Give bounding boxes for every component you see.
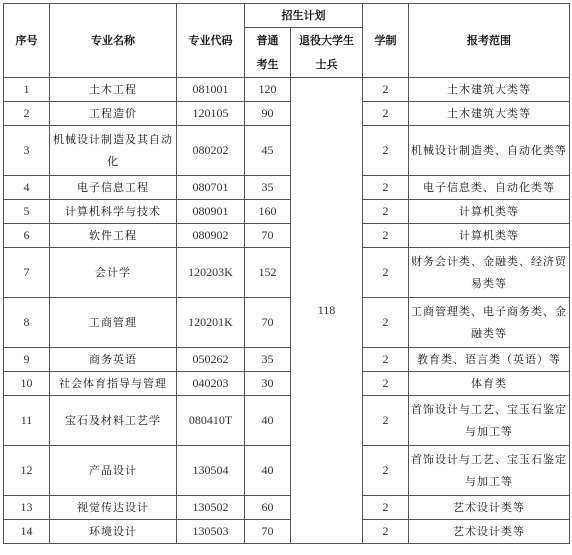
row-major-name: 电子信息工程 — [50, 176, 177, 200]
header-scope: 报考范围 — [409, 4, 570, 78]
row-scope: 首饰设计与工艺、宝玉石鉴定与加工等 — [409, 446, 570, 496]
enrollment-table — [3, 3, 570, 544]
row-major-code: 080202 — [177, 126, 245, 176]
row-major-code: 120105 — [177, 102, 245, 126]
row-duration: 2 — [363, 176, 409, 200]
row-seq: 12 — [4, 446, 50, 496]
row-major-name: 土木工程 — [50, 78, 177, 102]
row-regular-count: 70 — [245, 298, 291, 348]
row-regular-count: 90 — [245, 102, 291, 126]
row-seq: 8 — [4, 298, 50, 348]
row-scope: 艺术设计类等 — [409, 496, 570, 520]
row-duration: 2 — [363, 78, 409, 102]
header-veteran: 退役大学生士兵 — [291, 28, 363, 78]
row-seq: 1 — [4, 78, 50, 102]
row-seq: 6 — [4, 224, 50, 248]
table-row — [4, 298, 570, 348]
row-seq: 7 — [4, 248, 50, 298]
row-major-code: 130504 — [177, 446, 245, 496]
header-regular: 普通考生 — [245, 28, 291, 78]
header-major: 专业名称 — [50, 4, 177, 78]
row-duration: 2 — [363, 372, 409, 396]
row-major-code: 050262 — [177, 348, 245, 372]
row-scope: 计算机类等 — [409, 224, 570, 248]
row-duration: 2 — [363, 496, 409, 520]
table-row — [4, 200, 570, 224]
row-regular-count: 35 — [245, 176, 291, 200]
header-seq: 序号 — [4, 4, 50, 78]
row-scope: 机械设计制造类、自动化类等 — [409, 126, 570, 176]
row-major-name: 产品设计 — [50, 446, 177, 496]
row-duration: 2 — [363, 200, 409, 224]
row-seq: 14 — [4, 520, 50, 544]
row-scope: 计算机类等 — [409, 200, 570, 224]
row-seq: 11 — [4, 396, 50, 446]
row-major-name: 视觉传达设计 — [50, 496, 177, 520]
row-major-name: 商务英语 — [50, 348, 177, 372]
row-scope: 教育类、语言类（英语）等 — [409, 348, 570, 372]
row-regular-count: 160 — [245, 200, 291, 224]
row-scope: 体育类 — [409, 372, 570, 396]
row-regular-count: 120 — [245, 78, 291, 102]
row-duration: 2 — [363, 298, 409, 348]
row-major-code: 120201K — [177, 298, 245, 348]
row-major-code: 080410T — [177, 396, 245, 446]
row-regular-count: 35 — [245, 348, 291, 372]
row-major-code: 130503 — [177, 520, 245, 544]
row-major-code: 080901 — [177, 200, 245, 224]
row-major-name: 软件工程 — [50, 224, 177, 248]
row-major-name: 宝石及材料工艺学 — [50, 396, 177, 446]
row-scope: 土木建筑大类等 — [409, 102, 570, 126]
row-major-name: 计算机科学与技术 — [50, 200, 177, 224]
table-row — [4, 176, 570, 200]
row-duration: 2 — [363, 446, 409, 496]
row-regular-count: 40 — [245, 446, 291, 496]
table-row — [4, 78, 570, 102]
row-duration: 2 — [363, 102, 409, 126]
row-major-code: 080701 — [177, 176, 245, 200]
row-seq: 13 — [4, 496, 50, 520]
row-major-code: 130502 — [177, 496, 245, 520]
row-duration: 2 — [363, 126, 409, 176]
row-regular-count: 45 — [245, 126, 291, 176]
row-regular-count: 70 — [245, 224, 291, 248]
row-duration: 2 — [363, 224, 409, 248]
header-duration: 学制 — [363, 4, 409, 78]
row-scope: 电子信息类、自动化类等 — [409, 176, 570, 200]
table-row — [4, 248, 570, 298]
table-row — [4, 520, 570, 544]
row-scope: 首饰设计与工艺、宝玉石鉴定与加工等 — [409, 396, 570, 446]
row-major-code: 081001 — [177, 78, 245, 102]
row-scope: 艺术设计类等 — [409, 520, 570, 544]
row-major-code: 040203 — [177, 372, 245, 396]
row-major-name: 环境设计 — [50, 520, 177, 544]
header-plan: 招生计划 — [245, 4, 363, 28]
row-scope: 财务会计类、金融类、经济贸易类等 — [409, 248, 570, 298]
table-row — [4, 372, 570, 396]
table-row — [4, 348, 570, 372]
row-duration: 2 — [363, 396, 409, 446]
table-row — [4, 102, 570, 126]
row-major-name: 社会体育指导与管理 — [50, 372, 177, 396]
row-regular-count: 30 — [245, 372, 291, 396]
header-code: 专业代码 — [177, 4, 245, 78]
row-major-name: 会计学 — [50, 248, 177, 298]
row-seq: 10 — [4, 372, 50, 396]
row-seq: 5 — [4, 200, 50, 224]
row-regular-count: 152 — [245, 248, 291, 298]
row-regular-count: 40 — [245, 396, 291, 446]
table-row — [4, 126, 570, 176]
row-major-code: 080902 — [177, 224, 245, 248]
row-regular-count: 70 — [245, 520, 291, 544]
row-seq: 9 — [4, 348, 50, 372]
row-major-name: 机械设计制造及其自动化 — [50, 126, 177, 176]
table-row — [4, 396, 570, 446]
row-duration: 2 — [363, 248, 409, 298]
table-row — [4, 446, 570, 496]
row-regular-count: 60 — [245, 496, 291, 520]
row-duration: 2 — [363, 520, 409, 544]
veteran-total: 118 — [291, 78, 363, 544]
table-row — [4, 224, 570, 248]
row-scope: 工商管理类、电子商务类、金融类等 — [409, 298, 570, 348]
table-row — [4, 496, 570, 520]
row-duration: 2 — [363, 348, 409, 372]
row-seq: 4 — [4, 176, 50, 200]
row-seq: 3 — [4, 126, 50, 176]
row-seq: 2 — [4, 102, 50, 126]
row-major-code: 120203K — [177, 248, 245, 298]
row-major-name: 工程造价 — [50, 102, 177, 126]
row-scope: 土木建筑大类等 — [409, 78, 570, 102]
row-major-name: 工商管理 — [50, 298, 177, 348]
